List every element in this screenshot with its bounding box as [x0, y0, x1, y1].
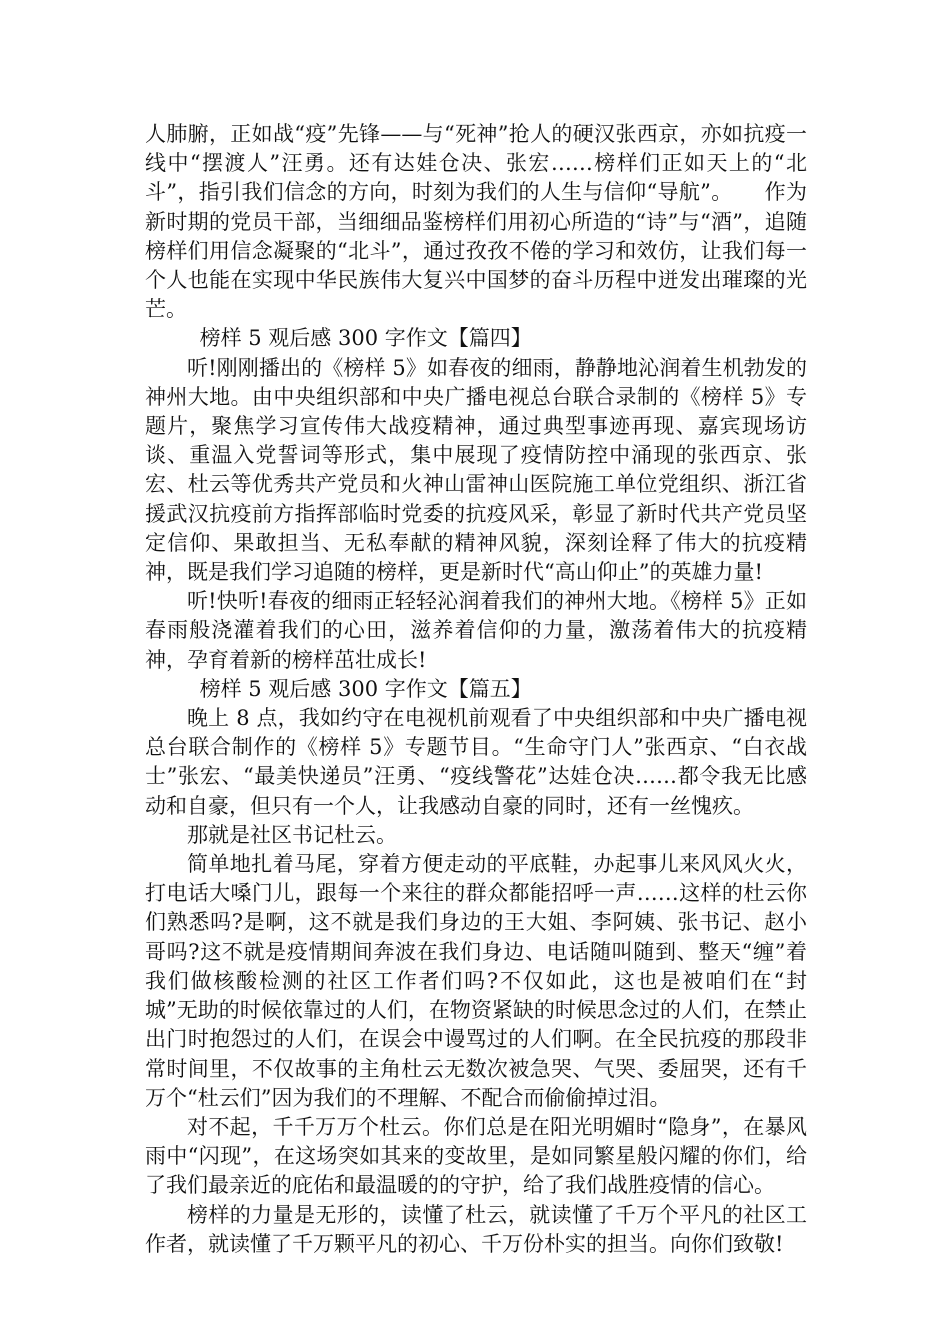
section-heading: 榜样 5 观后感 300 字作文【篇四】 — [199, 326, 532, 351]
body-paragraph: 对不起，千千万万个杜云。你们总是在阳光明媚时“隐身”，在暴风雨中“闪现”，在这场突如其来的变故里，是如同繁星般闪耀的你们，给了我们最亲近的庇佑和最温暖的的守护，给了我们战胜疫情的信心。 — [145, 1114, 807, 1198]
document-page — [145, 120, 807, 1259]
section-heading: 榜样 5 观后感 300 字作文【篇五】 — [199, 676, 532, 701]
body-paragraph: 听!刚刚播出的《榜样 5》如春夜的细雨，静静地沁润着生机勃发的神州大地。由中央组织部和中央广播电视总台联合录制的《榜样 5》专题片，聚焦学习宣传伟大战疫精神，通过典型事迹再现、嘉宾现场访谈、重温入党誓词等形式，集中展现了疫情防控中涌现的张西京、张宏、杜云等优秀共产党员和火神山雷神山医院施工单位党组织、浙江省援武汉抗疫前方指挥部临时党委的抗疫风采，彰显了新时代共产党员坚定信仰、果敢担当、无私奉献的精神风貌，深刻诠释了伟大的抗疫精神，既是我们学习追随的榜样，更是新时代“高山仰止”的英雄力量! — [145, 355, 807, 585]
body-paragraph: 那就是社区书记杜云。 — [187, 822, 397, 847]
body-paragraph: 榜样的力量是无形的，读懂了杜云，就读懂了千万个平凡的社区工作者，就读懂了千万颗平凡的初心、千万份朴实的担当。向你们致敬! — [145, 1202, 807, 1256]
body-paragraph: 简单地扎着马尾，穿着方便走动的平底鞋，办起事儿来风风火火，打电话大嗓门儿，跟每一个来往的群众都能招呼一声……这样的杜云你们熟悉吗?是啊，这不就是我们身边的王大姐、李阿姨、张书记、赵小哥吗?这不就是疫情期间奔波在我们身边、电话随叫随到、整天“缠”着我们做核酸检测的社区工作者们吗?不仅如此，这也是被咱们在“封城”无助的时候依靠过的人们，在物资紧缺的时候思念过的人们，在禁止出门时抱怨过的人们，在误会中谩骂过的人们啊。在全民抗疫的那段非常时间里，不仅故事的主角杜云无数次被急哭、气哭、委屈哭，还有千万个“杜云们”因为我们的不理解、不配合而偷偷掉过泪。 — [145, 852, 807, 1110]
body-paragraph: 晚上 8 点，我如约守在电视机前观看了中央组织部和中央广播电视总台联合制作的《榜样 5》专题节目。“生命守门人”张西京、“白衣战士”张宏、“最美快递员”汪勇、“疫线警花”达娃仓决……都令我无比感动和自豪，但只有一个人，让我感动自豪的同时，还有一丝愧疚。 — [145, 706, 807, 818]
body-paragraph: 听!快听!春夜的细雨正轻轻沁润着我们的神州大地。《榜样 5》正如春雨般浇灌着我们的心田，滋养着信仰的力量，激荡着伟大的抗疫精神，孕育着新的榜样茁壮成长! — [145, 589, 807, 672]
body-paragraph: 人肺腑，正如战“疫”先锋——与“死神”抢人的硬汉张西京，亦如抗疫一线中“摆渡人”汪勇。还有达娃仓决、张宏……榜样们正如天上的“北斗”，指引我们信念的方向，时刻为我们的人生与信仰“导航”。 作为新时期的党员干部，当细细品鉴榜样们用初心所造的“诗”与“酒”，追随榜样们用信念凝聚的“北斗”，通过孜孜不倦的学习和效仿，让我们每一个人也能在实现中华民族伟大复兴中国梦的奋斗历程中迸发出璀璨的光芒。 — [145, 122, 807, 322]
